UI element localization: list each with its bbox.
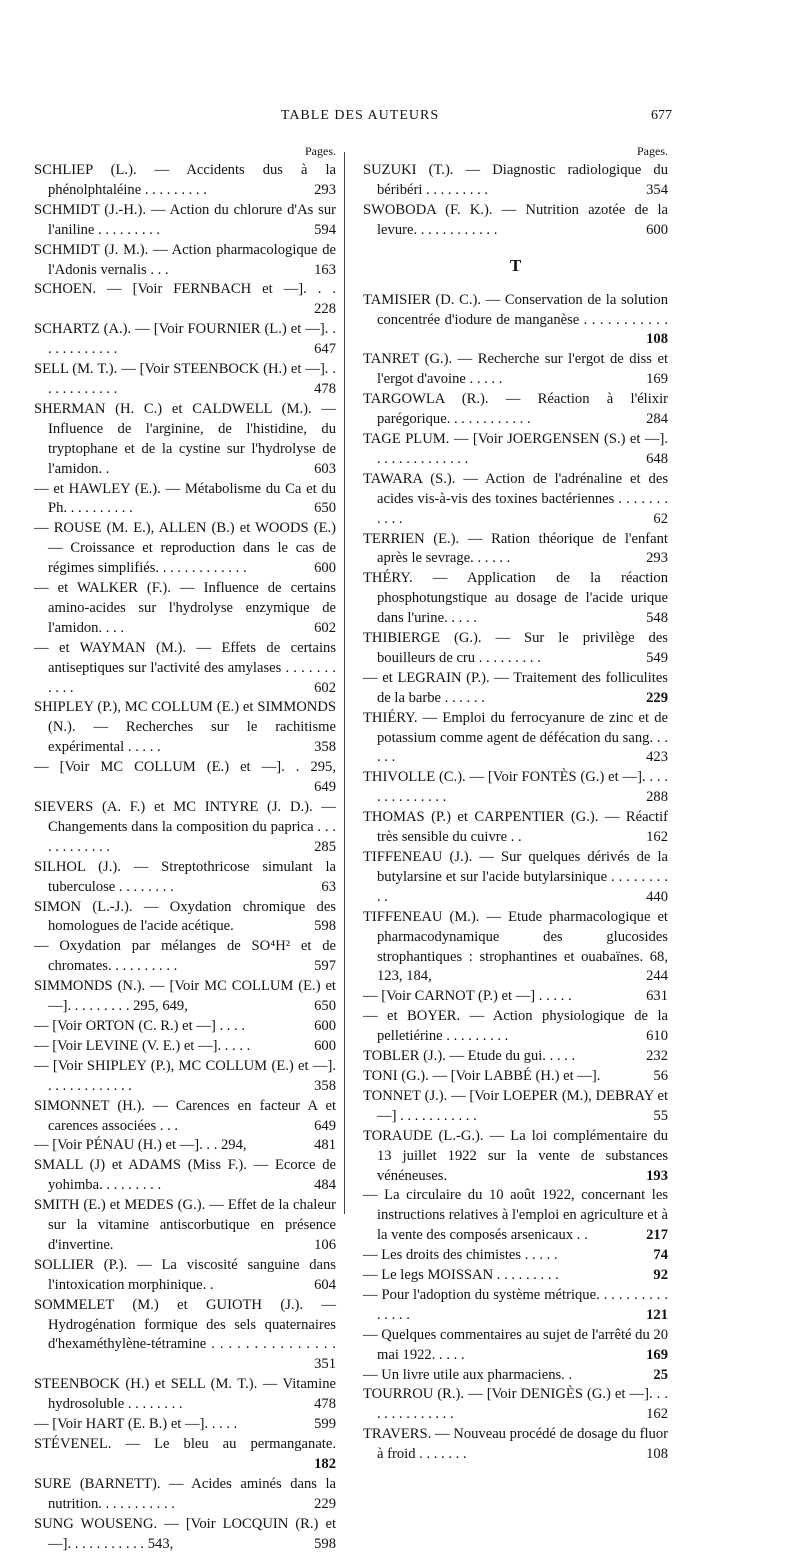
entry-page: 293: [314, 181, 336, 198]
entry-page: 63: [321, 878, 336, 895]
entry-page: 358: [314, 739, 336, 756]
entry-page: 108: [646, 331, 668, 348]
entry-text: SOMMELET (M.) et GUIOTH (J.). — Hydrogénation formique des sels quaternaires d'hexaméthylène-tétramine . . . . . . . . . . . . . . .: [34, 1296, 336, 1353]
entry-page: 604: [314, 1276, 336, 1293]
index-entry: [34, 898, 336, 938]
entry-text: TONNET (J.). — [Voir LOEPER (M.), DEBRAY et —] . . . . . . . . . . .: [363, 1087, 668, 1124]
index-entry: [363, 1286, 668, 1326]
entry-text: SIMONNET (H.). — Carences en facteur A et carences associées . . .: [34, 1097, 336, 1134]
entry-text: TAWARA (S.). — Action de l'adrénaline et des acides vis-à-vis des toxines bactériennes . . . . . . . . . . .: [363, 470, 668, 527]
entry-page: 650: [314, 998, 336, 1015]
entry-text: — Oxydation par mélanges de SO⁴H² et de chromates. . . . . . . . . .: [34, 938, 336, 975]
entry-page: 600: [314, 560, 336, 577]
entry-page: 484: [314, 1177, 336, 1194]
entry-text: — et WALKER (F.). — Influence de certains amino-acides sur l'hydrolyse enzymique de l'amidon. . . .: [34, 580, 336, 636]
entry-text: SWOBODA (F. K.). — Nutrition azotée de la levure. . . . . . . . . . . .: [363, 201, 668, 238]
index-entry: [34, 977, 336, 1017]
right-entry-list-t: [363, 291, 668, 1465]
entry-text: — Quelques commentaires au sujet de l'arrêté du 20 mai 1922. . . . .: [363, 1326, 668, 1363]
entry-text: THIBIERGE (G.). — Sur le privilège des bouilleurs de cru . . . . . . . . .: [363, 630, 668, 666]
column-divider: [344, 152, 345, 1214]
index-entry: [363, 808, 668, 848]
entry-text: — [Voir LEVINE (V. E.) et —]. . . . .: [34, 1037, 251, 1054]
entry-text: THIVOLLE (C.). — [Voir FONTÈS (G.) et —]. . . . . . . . . . . . . .: [363, 769, 668, 806]
entry-page: 649: [314, 1117, 336, 1134]
entry-text: SHERMAN (H. C.) et CALDWELL (M.). — Influence de l'arginine, de l'histidine, du tryptophane et de la cystine sur l'hydrolyse de l'amidon. .: [34, 400, 336, 477]
entry-text: SOLLIER (P.). — La viscosité sanguine dans l'intoxication morphinique. .: [34, 1256, 336, 1293]
entry-text: SMALL (J) et ADAMS (Miss F.). — Ecorce de yohimba. . . . . . . . .: [34, 1157, 336, 1194]
index-entry: [34, 400, 336, 480]
entry-page: 648: [646, 450, 668, 467]
entry-page: 351: [314, 1356, 336, 1373]
entry-page: 169: [646, 1346, 668, 1363]
index-entry: [34, 1375, 336, 1415]
entry-text: — Les droits des chimistes . . . . .: [363, 1247, 558, 1264]
entry-text: — et LEGRAIN (P.). — Traitement des folliculites de la barbe . . . . . .: [363, 669, 668, 706]
entry-text: SIMON (L.-J.). — Oxydation chromique des homologues de l'acide acétique.: [34, 898, 336, 935]
index-entry: [363, 848, 668, 908]
index-entry: [363, 1047, 668, 1067]
index-entry: [34, 1415, 336, 1435]
entry-text: TORAUDE (L.-G.). — La loi complémentaire du 13 juillet 1922 sur la vente de substances vénéneuses.: [363, 1127, 668, 1184]
entry-page: 610: [646, 1028, 668, 1045]
entry-page: 285: [314, 838, 336, 855]
entry-text: SCHOEN. — [Voir FERNBACH et —]. . .: [34, 281, 336, 298]
entry-text: TAGE PLUM. — [Voir JOERGENSEN (S.) et —]. . . . . . . . . . . . . .: [363, 430, 668, 467]
entry-page: 598: [314, 1535, 336, 1552]
index-entry: [363, 987, 668, 1007]
entry-text: SCHLIEP (L.). — Accidents dus à la phénolphtaléine . . . . . . . . .: [34, 162, 336, 198]
entry-text: STÉVENEL. — Le bleu au permanganate.: [34, 1436, 336, 1452]
entry-page: 440: [646, 888, 668, 905]
entry-text: SILHOL (J.). — Streptothricose simulant la tuberculose . . . . . . . .: [34, 858, 336, 895]
entry-page: 121: [646, 1306, 668, 1323]
entry-page: 293: [646, 550, 668, 567]
entry-text: — et WAYMAN (M.). — Effets de certains antiseptiques sur l'activité des amylases . . . . . . . . . . .: [34, 639, 336, 696]
entry-text: SCHMIDT (J.-H.). — Action du chlorure d'As sur l'aniline . . . . . . . . .: [34, 201, 336, 238]
entry-page: 55: [653, 1107, 668, 1124]
index-entry: [363, 1385, 668, 1425]
entry-text: TOBLER (J.). — Etude du gui. . . . .: [363, 1048, 576, 1065]
entry-page: 600: [314, 1037, 336, 1054]
index-entry: [34, 1435, 336, 1475]
index-entry: [363, 768, 668, 808]
entry-page: 193: [646, 1167, 668, 1184]
entry-text: TANRET (G.). — Recherche sur l'ergot de diss et l'ergot d'avoine . . . . .: [363, 351, 668, 388]
index-entry: [34, 758, 336, 798]
entry-page: 481: [314, 1137, 336, 1154]
entry-page: 478: [314, 380, 336, 397]
entry-page: 284: [646, 411, 668, 428]
entry-page: 549: [646, 649, 668, 666]
index-entry: [34, 1037, 336, 1057]
entry-page: 599: [314, 1416, 336, 1433]
entry-text: — ROUSE (M. E.), ALLEN (B.) et WOODS (E.) — Croissance et reproduction dans le cas de régimes simplifiés. . . . . . . . . . . . .: [34, 520, 336, 577]
index-entry: [363, 1425, 668, 1465]
entry-page: 228: [314, 301, 336, 318]
entry-page: 92: [653, 1267, 668, 1284]
entry-text: TOURROU (R.). — [Voir DENIGÈS (G.) et —]. . . . . . . . . . . . . .: [363, 1386, 668, 1423]
index-entry: [363, 1067, 668, 1087]
index-entry: [363, 1246, 668, 1266]
entry-page: 602: [314, 679, 336, 696]
entry-text: SHIPLEY (P.), MC COLLUM (E.) et SIMMONDS (N.). — Recherches sur le rachitisme expérimental . . . . .: [34, 699, 336, 756]
entry-text: TARGOWLA (R.). — Réaction à l'élixir parégorique. . . . . . . . . . . .: [363, 391, 668, 428]
index-entry: [34, 1136, 336, 1156]
entry-page: 631: [646, 988, 668, 1005]
index-entry: [34, 241, 336, 281]
entry-text: THÉRY. — Application de la réaction phosphotungstique au dosage de l'acide urique dans l'urine. . . . .: [363, 570, 668, 627]
entry-page: 217: [646, 1227, 668, 1244]
entry-page: 56: [653, 1067, 668, 1084]
entry-page: 163: [314, 261, 336, 278]
entry-text: TAMISIER (D. C.). — Conservation de la solution concentrée d'iodure de manganèse . . . . . . . . . . .: [363, 291, 668, 328]
entry-text: TIFFENEAU (J.). — Sur quelques dérivés de la butylarsine et sur l'acide butylarsinique . . . . . . . . . .: [363, 849, 668, 905]
entry-text: — [Voir CARNOT (P.) et —] . . . . .: [363, 988, 572, 1005]
index-entry: [34, 937, 336, 977]
index-entry: [363, 201, 668, 241]
index-entry: [34, 201, 336, 241]
entry-text: — [Voir ORTON (C. R.) et —] . . . .: [34, 1017, 245, 1034]
entry-text: SELL (M. T.). — [Voir STEENBOCK (H.) et —]. . . . . . . . . . . .: [34, 361, 336, 397]
index-entry: [34, 280, 336, 320]
entry-text: — Un livre utile aux pharmaciens. .: [363, 1366, 573, 1383]
running-title: TABLE DES AUTEURS: [280, 108, 440, 123]
entry-page: 600: [646, 221, 668, 238]
index-entry: [363, 161, 668, 201]
entry-page: 106: [314, 1236, 336, 1253]
index-entry: [34, 1017, 336, 1037]
entry-page: 229: [314, 1495, 336, 1512]
entry-page: 603: [314, 460, 336, 477]
entry-text: TIFFENEAU (M.). — Etude pharmacologique et pharmacodynamique des glucosides strophantiques : strophantines et ouabaïnes. 68, 123, 184,: [363, 908, 668, 985]
entry-text: — Pour l'adoption du système métrique. . . . . . . . . . . . . . .: [363, 1286, 668, 1323]
index-entry: [363, 350, 668, 390]
index-entry: [34, 1057, 336, 1097]
index-entry: [363, 629, 668, 669]
entry-text: SCHMIDT (J. M.). — Action pharmacologique de l'Adonis vernalis . . .: [34, 241, 336, 278]
entry-page: 600: [314, 1017, 336, 1034]
entry-text: — La circulaire du 10 août 1922, concernant les instructions relatives à l'emploi en agriculture et à la vente des composés arsenicaux . .: [363, 1187, 668, 1244]
index-entry: [363, 291, 668, 351]
entry-page: 423: [646, 749, 668, 766]
entry-page: 25: [653, 1366, 668, 1383]
entry-text: — [Voir MC COLLUM (E.) et —]. . 295,: [34, 759, 336, 776]
entry-text: SCHARTZ (A.). — [Voir FOURNIER (L.) et —]. . . . . . . . . . . .: [34, 321, 336, 358]
index-entry: [363, 1087, 668, 1127]
entry-text: THOMAS (P.) et CARPENTIER (G.). — Réactif très sensible du cuivre . .: [363, 809, 668, 846]
index-entry: [363, 1186, 668, 1246]
index-entry: [34, 1256, 336, 1296]
index-entry: [34, 639, 336, 699]
index-entry: [363, 1127, 668, 1187]
index-entry: [363, 569, 668, 629]
entry-page: 288: [646, 789, 668, 806]
entry-text: — [Voir SHIPLEY (P.), MC COLLUM (E.) et —]. . . . . . . . . . . . .: [34, 1057, 336, 1094]
entry-text: SURE (BARNETT). — Acides aminés dans la nutrition. . . . . . . . . . .: [34, 1475, 336, 1512]
entry-page: 169: [646, 371, 668, 388]
index-entry: [34, 858, 336, 898]
index-entry: [363, 669, 668, 709]
entry-text: SIEVERS (A. F.) et MC INTYRE (J. D.). — Changements dans la composition du paprica . . . . . . . . . . . .: [34, 799, 336, 855]
index-entry: [363, 1007, 668, 1047]
page-number: 677: [651, 108, 672, 123]
index-entry: [34, 519, 336, 579]
entry-text: — Le legs MOISSAN . . . . . . . . .: [363, 1267, 559, 1284]
entry-page: 647: [314, 341, 336, 358]
index-entry: [34, 1156, 336, 1196]
entry-page: 62: [653, 510, 668, 527]
index-entry: [34, 1296, 336, 1376]
index-entry: [363, 1326, 668, 1366]
index-entry: [363, 390, 668, 430]
entry-text: STEENBOCK (H.) et SELL (M. T.). — Vitamine hydrosoluble . . . . . . . .: [34, 1376, 336, 1413]
index-entry: [34, 1475, 336, 1515]
index-entry: [363, 530, 668, 570]
index-entry: [363, 1266, 668, 1286]
entry-text: TONI (G.). — [Voir LABBÉ (H.) et —].: [363, 1067, 601, 1084]
index-entry: [363, 470, 668, 530]
entry-text: — [Voir PÉNAU (H.) et —]. . . 294,: [34, 1137, 247, 1154]
index-entry: [34, 320, 336, 360]
entry-page: 74: [653, 1247, 668, 1264]
entry-text: THIÉRY. — Emploi du ferrocyanure de zinc et de potassium comme agent de défécation du sang. . . . . .: [363, 709, 668, 766]
entry-page: 244: [646, 968, 668, 985]
entry-page: 548: [646, 610, 668, 627]
index-entry: [363, 709, 668, 769]
entry-text: TRAVERS. — Nouveau procédé de dosage du fluor à froid . . . . . . .: [363, 1426, 668, 1463]
index-entry: [34, 161, 336, 201]
entry-page: 597: [314, 958, 336, 975]
entry-page: 162: [646, 1406, 668, 1423]
entry-page: 358: [314, 1077, 336, 1094]
index-entry: [34, 1196, 336, 1256]
entry-text: SUNG WOUSENG. — [Voir LOCQUIN (R.) et —]. . . . . . . . . . . 543,: [34, 1515, 336, 1552]
index-entry: [363, 908, 668, 988]
entry-page: 108: [646, 1446, 668, 1463]
entry-page: 354: [646, 181, 668, 198]
entry-text: SMITH (E.) et MEDES (G.). — Effet de la chaleur sur la vitamine antiscorbutique en présence d'invertine.: [34, 1197, 336, 1253]
entry-text: SIMMONDS (N.). — [Voir MC COLLUM (E.) et —]. . . . . . . . . 295, 649,: [34, 978, 336, 1015]
index-entry: [34, 698, 336, 758]
entry-text: — et BOYER. — Action physiologique de la pelletiérine . . . . . . . . .: [363, 1008, 668, 1045]
letter-heading: T: [509, 255, 522, 275]
entry-page: 478: [314, 1396, 336, 1413]
entry-page: 602: [314, 619, 336, 636]
index-entry: [34, 360, 336, 400]
left-column: [34, 142, 336, 1554]
index-entry: [34, 1097, 336, 1137]
right-entry-list-s: [363, 161, 668, 241]
entry-text: TERRIEN (E.). — Ration théorique de l'enfant après le sevrage. . . . . .: [363, 530, 668, 567]
entry-page: 594: [314, 221, 336, 238]
index-entry: [34, 798, 336, 858]
entry-text: SUZUKI (T.). — Diagnostic radiologique du béribéri . . . . . . . . .: [363, 162, 668, 198]
index-entry: [363, 430, 668, 470]
entry-page: 182: [314, 1455, 336, 1472]
index-entry: [363, 1366, 668, 1386]
index-entry: [34, 480, 336, 520]
entry-page: 229: [646, 689, 668, 706]
index-entry: [34, 579, 336, 639]
entry-text: — [Voir HART (E. B.) et —]. . . . .: [34, 1416, 238, 1433]
pages-column-label: Pages.: [305, 144, 336, 158]
entry-page: 232: [646, 1048, 668, 1065]
page-header: [0, 108, 800, 132]
left-entry-list: [34, 161, 336, 1554]
pages-column-label: Pages.: [637, 144, 668, 158]
entry-page: 649: [314, 779, 336, 796]
entry-page: 598: [314, 918, 336, 935]
entry-page: 650: [314, 500, 336, 517]
entry-text: — et HAWLEY (E.). — Métabolisme du Ca et du Ph. . . . . . . . . .: [34, 480, 336, 517]
entry-page: 162: [646, 829, 668, 846]
right-column: [363, 142, 668, 1465]
index-entry: [34, 1515, 336, 1554]
